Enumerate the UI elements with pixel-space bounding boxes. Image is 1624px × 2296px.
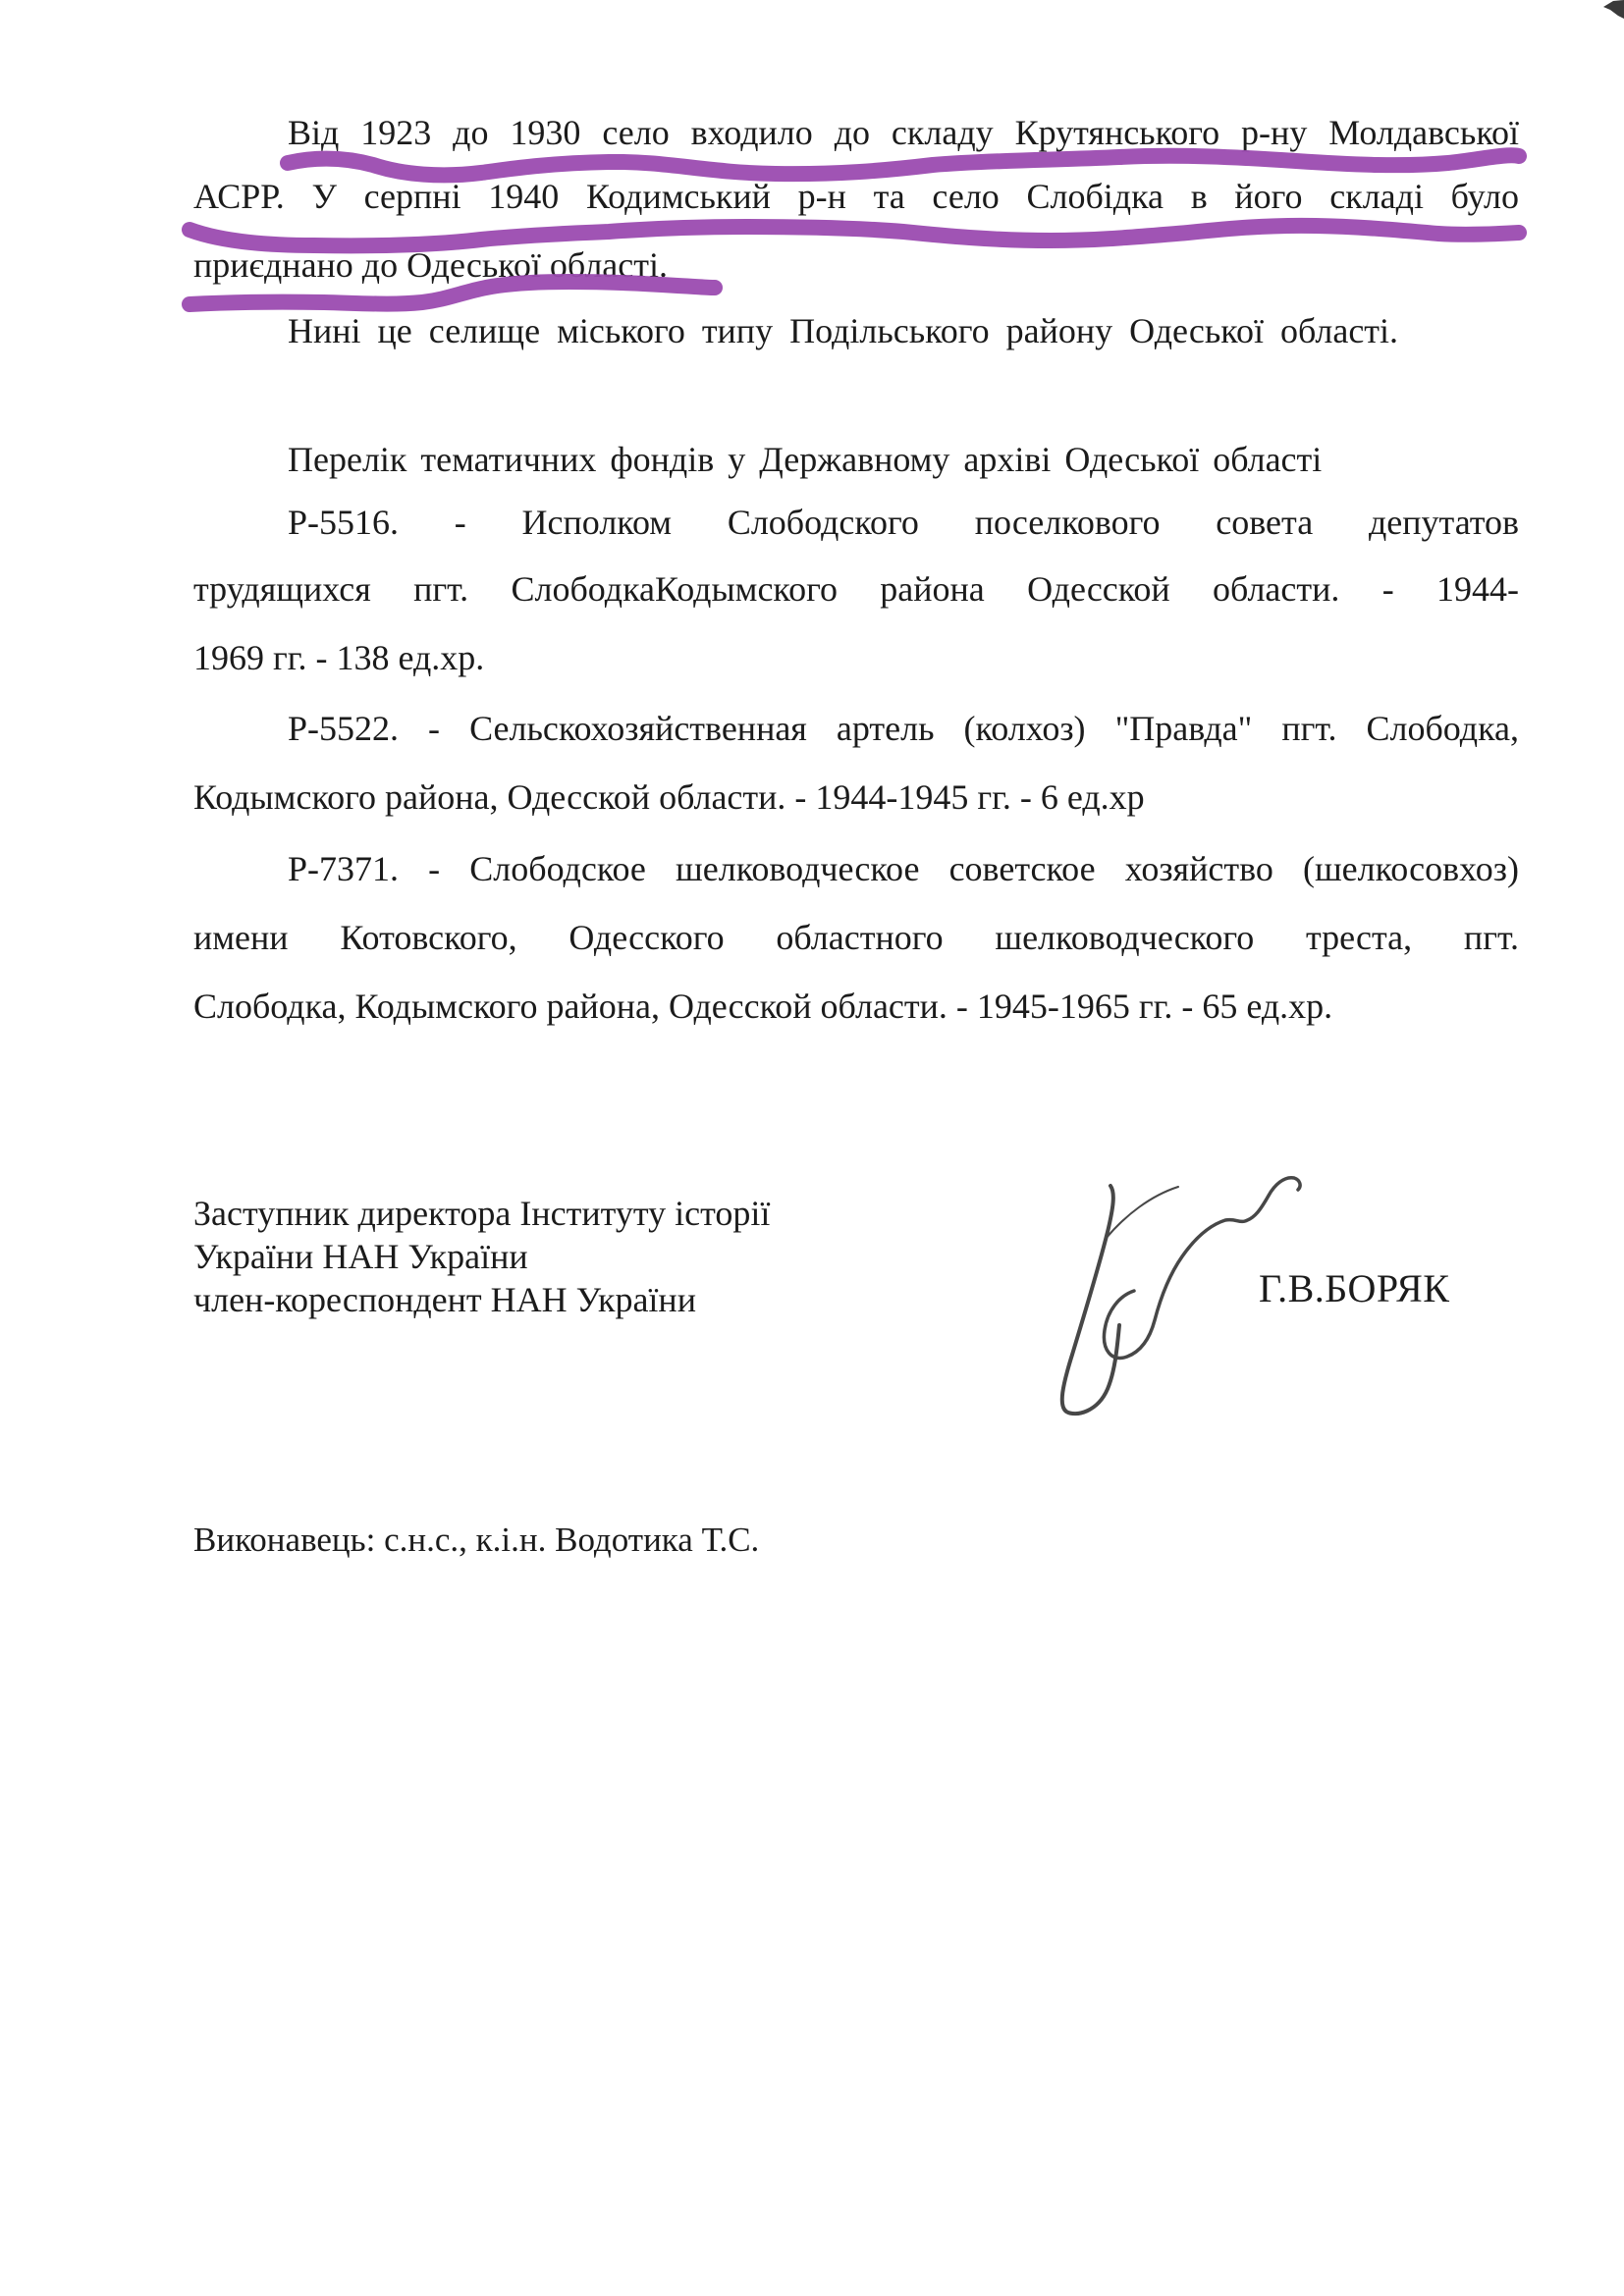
fond-entry-line: трудящихся пгт. СлободкаКодымского района Одесской области. - 1944- [193, 569, 1519, 609]
fond-entry-line: Р-5522. - Сельскохозяйственная артель (колхоз) "Правда" пгт. Слободка, [288, 709, 1519, 748]
signer-title-line: член-кореспондент НАН України [193, 1280, 696, 1319]
fonds-list-heading: Перелік тематичних фондів у Державному архіві Одеської області [288, 440, 1323, 479]
fond-entry-line: Кодымского района, Одесской области. - 1944-1945 гг. - 6 ед.хр [193, 777, 1145, 817]
fond-entry-line: Р-7371. - Слободское шелководческое советское хозяйство (шелкосовхоз) [288, 849, 1519, 888]
fond-entry-line: имени Котовского, Одесского областного шелководческого треста, пгт. [193, 918, 1519, 957]
corner-mark [1603, 0, 1624, 19]
fond-entry-line: Р-5516. - Исполком Слободского поселкового совета депутатов [288, 503, 1519, 542]
signer-title-line: Заступник директора Інституту історії [193, 1194, 771, 1233]
history-paragraph-line: АСРР. У серпні 1940 Кодимський р-н та село Слобідка в його складі було [193, 177, 1519, 216]
fond-entry-line: Слободка, Кодымского района, Одесской области. - 1945-1965 гг. - 65 ед.хр. [193, 987, 1333, 1026]
history-paragraph-line: Від 1923 до 1930 село входило до складу Крутянського р-ну Молдавської [288, 113, 1519, 152]
signer-name: Г.В.БОРЯК [1259, 1266, 1450, 1310]
executor-note: Виконавець: с.н.с., к.і.н. Водотика Т.С. [193, 1521, 760, 1559]
history-paragraph-line: приєднано до Одеської області. [193, 245, 668, 285]
fond-entry-line: 1969 гг. - 138 ед.хр. [193, 638, 485, 677]
signer-title-line: України НАН України [193, 1237, 528, 1276]
current-status-line: Нині це селище міського типу Подільського району Одеської області. [288, 311, 1399, 350]
signer-title-block [193, 1192, 770, 1321]
